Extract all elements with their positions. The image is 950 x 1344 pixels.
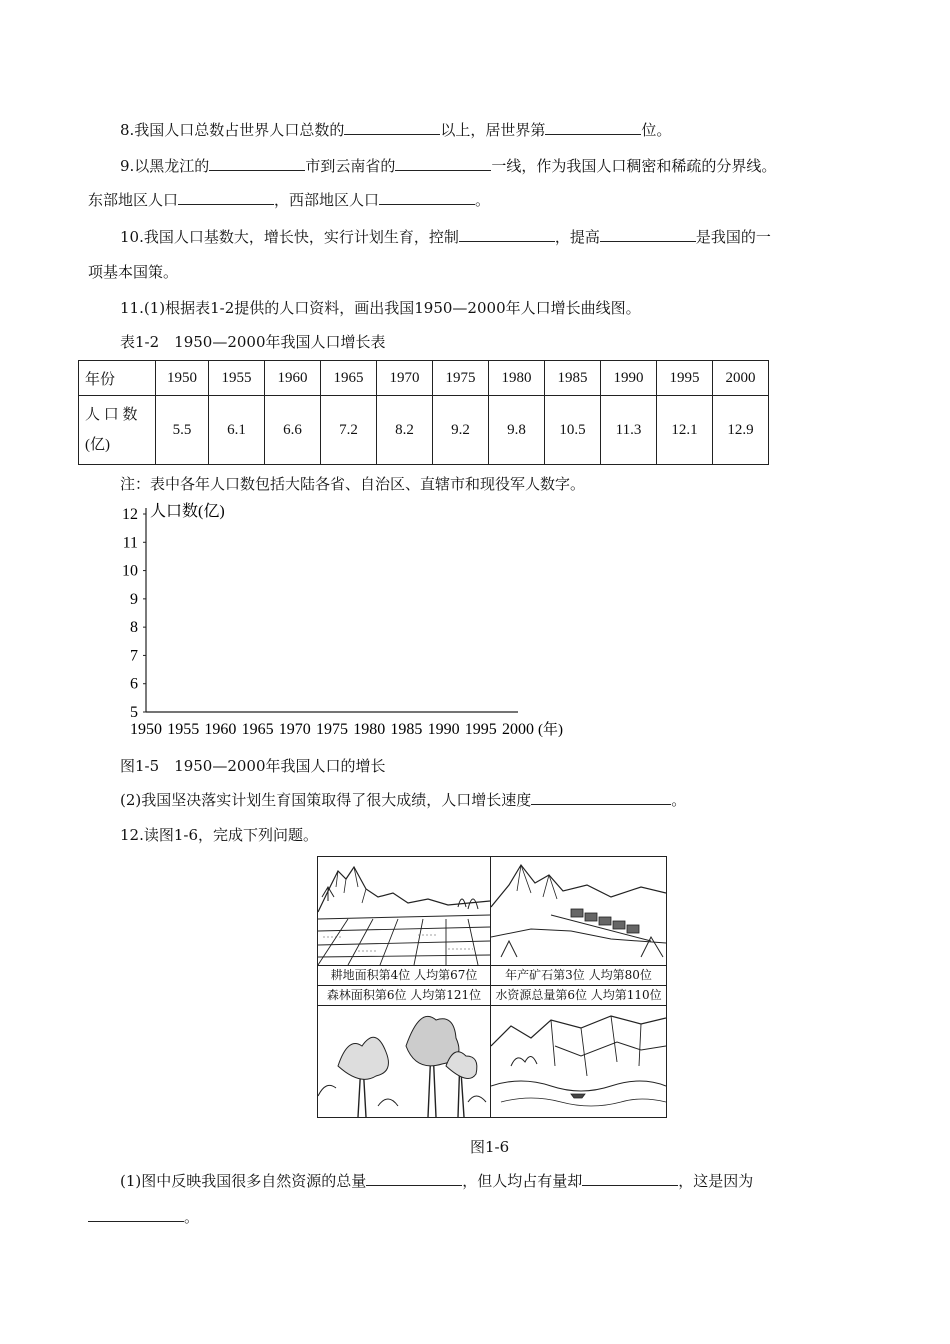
table-year-cell: 1980 bbox=[489, 361, 545, 396]
mining-illustration bbox=[491, 857, 666, 965]
q8-text-a: 8.我国人口总数占世界人口总数的 bbox=[120, 121, 345, 139]
q12-part1-text-a: (1)图中反映我国很多自然资源的总量 bbox=[120, 1172, 367, 1190]
table-year-cell: 1995 bbox=[657, 361, 713, 396]
q10-blank-1[interactable] bbox=[459, 227, 555, 242]
question-11-intro: 11.(1)根据表1-2提供的人口资料，画出我国1950—2000年人口增长曲线图。 bbox=[120, 299, 641, 317]
table-value-cell: 9.8 bbox=[489, 396, 545, 465]
q12-part1-text-c: ，这是因为 bbox=[678, 1172, 754, 1190]
fig-1-6-caption: 图1-6 bbox=[470, 1138, 510, 1156]
y-tick-label: 6 bbox=[130, 675, 138, 693]
table-value-cell: 12.1 bbox=[657, 396, 713, 465]
q8-blank-2[interactable] bbox=[545, 120, 641, 135]
table-year-cell: 1955 bbox=[209, 361, 265, 396]
q12-blank-2[interactable] bbox=[582, 1171, 678, 1186]
x-tick-label: 1995 bbox=[464, 721, 497, 738]
q11-part2-text-b: 。 bbox=[671, 791, 687, 809]
y-tick-label: 8 bbox=[130, 619, 138, 637]
table-value-cell: 6.1 bbox=[209, 396, 265, 465]
table-year-cell: 1975 bbox=[433, 361, 489, 396]
q9-text-e: ，西部地区人口 bbox=[274, 191, 380, 209]
table-row-label bbox=[79, 396, 156, 465]
q8-text-c: 位。 bbox=[641, 121, 672, 139]
question-10-cont bbox=[88, 262, 178, 282]
q10-text-b: ，提高 bbox=[554, 228, 600, 246]
question-9-cont bbox=[88, 190, 490, 210]
chart-axes bbox=[146, 508, 518, 712]
table-year-cell: 1965 bbox=[321, 361, 377, 396]
y-tick-label: 11 bbox=[122, 534, 138, 552]
q10-blank-2[interactable] bbox=[600, 227, 696, 242]
question-8 bbox=[120, 120, 671, 140]
fig-1-5-caption: 图1-5 1950—2000年我国人口的增长 bbox=[120, 757, 386, 775]
question-10 bbox=[120, 227, 771, 247]
x-tick-label: 1955 bbox=[167, 721, 200, 738]
question-9 bbox=[120, 156, 776, 176]
table-year-cell: 1990 bbox=[601, 361, 657, 396]
table-value-cell: 12.9 bbox=[713, 396, 769, 465]
farmland-illustration bbox=[318, 857, 490, 965]
y-tick-label: 9 bbox=[130, 590, 138, 608]
x-tick-label: 1970 bbox=[278, 721, 311, 738]
q9-blank-2[interactable] bbox=[395, 156, 491, 171]
water-illustration bbox=[491, 1006, 666, 1117]
forest-illustration bbox=[318, 1006, 490, 1117]
q9-text-d: 东部地区人口 bbox=[88, 191, 179, 209]
q12-part1-text-d: 。 bbox=[184, 1208, 200, 1226]
table-header-label: 年份 bbox=[79, 361, 156, 396]
q9-text-a: 9.以黑龙江的 bbox=[120, 157, 210, 175]
caption-forest: 森林面积第6位 人均第121位 bbox=[326, 988, 482, 1002]
table-value-cell: 5.5 bbox=[156, 396, 209, 465]
caption-minerals: 年产矿石第3位 人均第80位 bbox=[505, 968, 652, 982]
table-value-cell: 10.5 bbox=[545, 396, 601, 465]
table-year-cell: 1950 bbox=[156, 361, 209, 396]
table-value-cell: 11.3 bbox=[601, 396, 657, 465]
q9-text-f: 。 bbox=[475, 191, 491, 209]
q8-text-b: 以上，居世界第 bbox=[440, 121, 546, 139]
x-tick-label: 1980 bbox=[353, 721, 386, 738]
q10-text-c: 是我国的一 bbox=[695, 228, 771, 246]
x-tick-label: 1950 bbox=[130, 721, 162, 738]
chart-y-ticks bbox=[122, 506, 146, 721]
x-tick-label: 1960 bbox=[204, 721, 237, 738]
y-tick-label: 12 bbox=[122, 506, 138, 523]
row-label-line-2: (亿) bbox=[85, 437, 110, 453]
table-title: 表1-2 1950—2000年我国人口增长表 bbox=[120, 333, 386, 351]
table-year-cell: 2000 bbox=[713, 361, 769, 396]
table-value-cell: 8.2 bbox=[377, 396, 433, 465]
table-value-cell: 7.2 bbox=[321, 396, 377, 465]
question-12-intro: 12.读图1-6，完成下列问题。 bbox=[120, 826, 319, 844]
q9-blank-3[interactable] bbox=[178, 190, 274, 205]
q9-text-c: 一线，作为我国人口稠密和稀疏的分界线。 bbox=[491, 157, 777, 175]
table-year-cell: 1970 bbox=[377, 361, 433, 396]
y-tick-label: 7 bbox=[130, 647, 138, 665]
question-11-part2 bbox=[120, 790, 686, 810]
table-note: 注：表中各年人口数包括大陆各省、自治区、直辖市和现役军人数字。 bbox=[120, 475, 586, 493]
population-table bbox=[78, 360, 769, 465]
caption-farmland: 耕地面积第4位 人均第67位 bbox=[330, 968, 478, 982]
y-tick-label: 10 bbox=[122, 562, 138, 580]
x-tick-label: 1965 bbox=[241, 721, 274, 738]
x-tick-label: 1985 bbox=[390, 721, 423, 738]
q11-part2-text-a: (2)我国坚决落实计划生育国策取得了很大成绩，人口增长速度 bbox=[120, 791, 532, 809]
table-value-cell: 6.6 bbox=[265, 396, 321, 465]
q12-blank-3[interactable] bbox=[88, 1207, 184, 1222]
question-12-part1-cont bbox=[88, 1207, 199, 1227]
table-year-cell: 1985 bbox=[545, 361, 601, 396]
q10-text-a: 10.我国人口基数大，增长快，实行计划生育，控制 bbox=[120, 228, 459, 246]
table-value-cell: 9.2 bbox=[433, 396, 489, 465]
table-row-values bbox=[79, 396, 769, 465]
row-label-line-1: 人 口 数 bbox=[85, 407, 138, 423]
chart-x-ticks bbox=[130, 721, 534, 738]
chart-y-axis-label: 人口数(亿) bbox=[150, 503, 225, 520]
figure-1-6 bbox=[317, 856, 667, 1118]
q12-blank-1[interactable] bbox=[366, 1171, 462, 1186]
y-tick-label: 5 bbox=[130, 704, 138, 721]
chart-x-axis-label: (年) bbox=[538, 722, 563, 738]
q9-blank-1[interactable] bbox=[209, 156, 305, 171]
q10-text-d: 项基本国策。 bbox=[88, 263, 179, 281]
x-tick-label: 2000 bbox=[502, 721, 534, 738]
q9-text-b: 市到云南省的 bbox=[305, 157, 396, 175]
question-12-part1 bbox=[120, 1171, 753, 1191]
table-year-cell: 1960 bbox=[265, 361, 321, 396]
table-row-years bbox=[79, 361, 769, 396]
q9-blank-4[interactable] bbox=[379, 190, 475, 205]
q12-part1-text-b: ，但人均占有量却 bbox=[462, 1172, 583, 1190]
caption-water: 水资源总量第6位 人均第110位 bbox=[495, 988, 662, 1002]
x-tick-label: 1990 bbox=[427, 721, 460, 738]
q8-blank-1[interactable] bbox=[344, 120, 440, 135]
x-tick-label: 1975 bbox=[316, 721, 348, 738]
q11-blank[interactable] bbox=[531, 790, 671, 805]
population-chart[interactable] bbox=[110, 498, 580, 746]
